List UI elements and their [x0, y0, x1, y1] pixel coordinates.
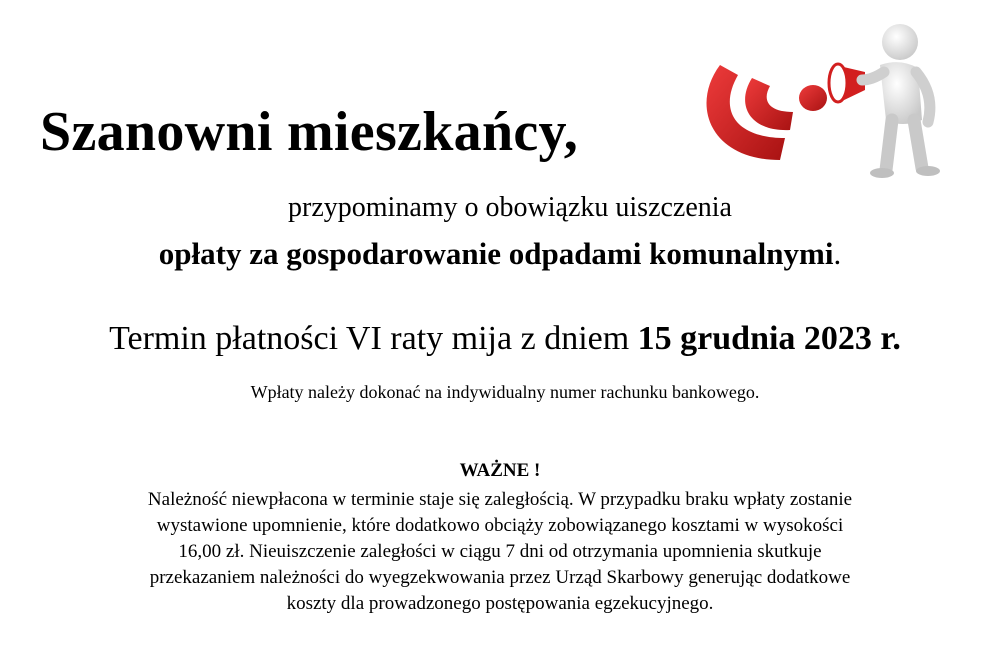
important-line: 16,00 zł. Nieuiszczenie zaległości w ciągu 7 dni od otrzymania upomnienia skutkuje	[178, 541, 822, 562]
megaphone-figure-illustration	[690, 10, 990, 190]
figure-head	[882, 24, 918, 60]
figure-leg-right	[914, 120, 922, 168]
megaphone-bell	[829, 64, 847, 102]
figure-foot-left	[870, 168, 894, 178]
important-text	[40, 487, 960, 617]
sound-wave-middle	[745, 78, 793, 130]
important-line: wystawione upomnienie, które dodatkowo obciąży zobowiązanego kosztami w wysokości	[156, 515, 844, 536]
deadline-line	[0, 320, 1000, 358]
deadline-date: 15 grudnia 2023 r.	[637, 320, 901, 357]
figure-leg-left	[886, 120, 892, 170]
important-heading: WAŻNE !	[459, 460, 541, 481]
reminder-line: przypominamy o obowiązku uiszczenia	[288, 192, 732, 223]
figure-arm-left	[862, 72, 884, 80]
payment-note: Wpłaty należy dokonać na indywidualny numer rachunku bankowego.	[250, 382, 760, 402]
fee-name: opłaty za gospodarowanie odpadami komunalnymi	[158, 236, 834, 271]
sound-wave-dot	[799, 85, 827, 111]
deadline-prefix: Termin płatności VI raty mija z dniem	[109, 320, 638, 357]
important-line: Należność niewpłacona w terminie staje się zaległością. W przypadku braku wpłaty zostanie	[147, 489, 853, 510]
important-line: koszty dla prowadzonego postępowania egzekucyjnego.	[286, 593, 714, 614]
figure-foot-right	[916, 166, 940, 176]
fee-period: .	[833, 236, 842, 271]
greeting-heading: Szanowni mieszkańcy,	[40, 101, 579, 163]
important-line: przekazaniem należności do wyegzekwowania przez Urząd Skarbowy generując dodatkowe	[149, 567, 851, 588]
fee-line	[0, 236, 1000, 272]
